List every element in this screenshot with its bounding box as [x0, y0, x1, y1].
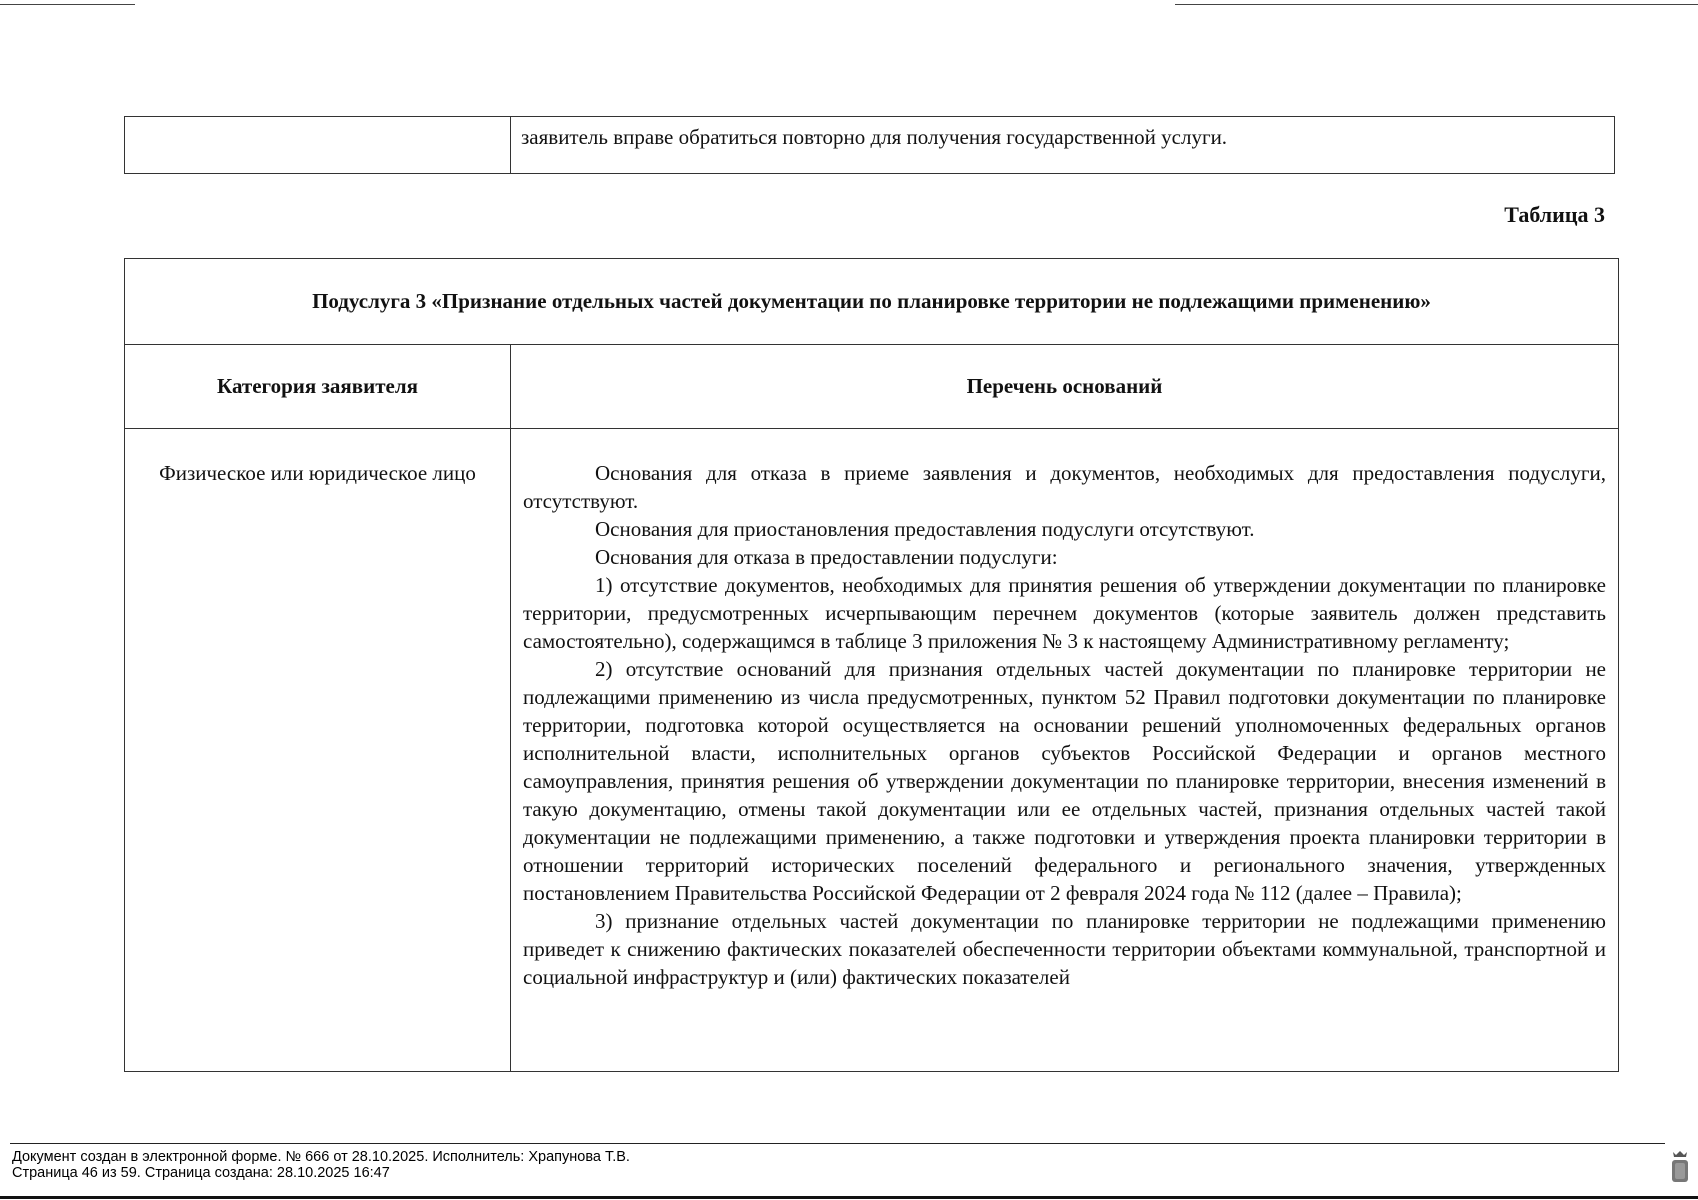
coat-of-arms-icon: [1670, 1150, 1690, 1184]
table-caption: Таблица 3: [1504, 202, 1605, 227]
footer-divider: [10, 1143, 1665, 1144]
ground-paragraph: 2) отсутствие оснований для признания отдельных частей документации по планировке территории не подлежащими применению из числа предусмотренных, пунктом 52 Правил подготовки документации по планировке территории, подготовка которой осуществляется на основании решений уполномоченных федеральных органов исполнительной власти, исполнительных органов субъектов Российской Федерации и органов местного самоуправления, принятия решения об утверждении документации по планировке территории, внесения изменений в такую документацию, отмены такой документации или ее отдельных частей, признания отдельных частей такой документации не подлежащими применению, а также подготовки и утверждения проекта планировки территории в отношении территорий исторических поселений федерального и регионального значения, утвержденных постановлением Правительства Российской Федерации от 2 февраля 2024 года № 112 (далее – Правила);: [523, 657, 1606, 905]
header-grounds-list: Перечень оснований: [966, 374, 1163, 398]
ground-paragraph: 1) отсутствие документов, необходимых для принятия решения об утверждении документации по планировке территории, предусмотренных исчерпывающим перечнем документов (которые заявитель должен представить самостоятельно), содержащимся в таблице 3 приложения № 3 к настоящему Административному регламенту;: [523, 573, 1606, 653]
previous-table-left-cell: [125, 117, 511, 173]
table-header-row: [125, 345, 1618, 429]
header-applicant-category: Категория заявителя: [125, 345, 511, 428]
footer-page-info: Страница 46 из 59. Страница создана: 28.10.2025 16:47: [12, 1165, 390, 1181]
grounds-list-cell: [511, 429, 1618, 1071]
table-body-row: [125, 429, 1618, 1071]
footer-document-info: Документ создан в электронной форме. № 666 от 28.10.2025. Исполнитель: Храпунова Т.В.: [12, 1149, 630, 1165]
document-footer: [12, 1149, 630, 1181]
table-title: Подуслуга 3 «Признание отдельных частей документации по планировке территории не подлежащими применению»: [125, 259, 1618, 345]
previous-table-right-cell: заявитель вправе обратиться повторно для получения государственной услуги.: [521, 125, 1228, 149]
scan-artifact-bottom-line: [0, 1196, 1698, 1199]
ground-paragraph: Основания для отказа в предоставлении подуслуги:: [595, 545, 1058, 569]
ground-paragraph: Основания для приостановления предоставления подуслуги отсутствуют.: [595, 517, 1255, 541]
scan-artifact-line: [1175, 4, 1698, 5]
table-3: [124, 258, 1619, 1072]
ground-paragraph: Основания для отказа в приеме заявления и документов, необходимых для предоставления подуслуги, отсутствуют.: [523, 461, 1606, 513]
ground-paragraph: 3) признание отдельных частей документации по планировке территории не подлежащими применению приведет к снижению фактических показателей обеспеченности территории объектами коммунальной, транспортной и социальной инфраструктур и (или) фактических показателей: [523, 909, 1606, 989]
scan-artifact-line: [0, 4, 135, 5]
previous-table-fragment: [124, 116, 1615, 174]
applicant-category-cell: Физическое или юридическое лицо: [125, 429, 511, 1071]
